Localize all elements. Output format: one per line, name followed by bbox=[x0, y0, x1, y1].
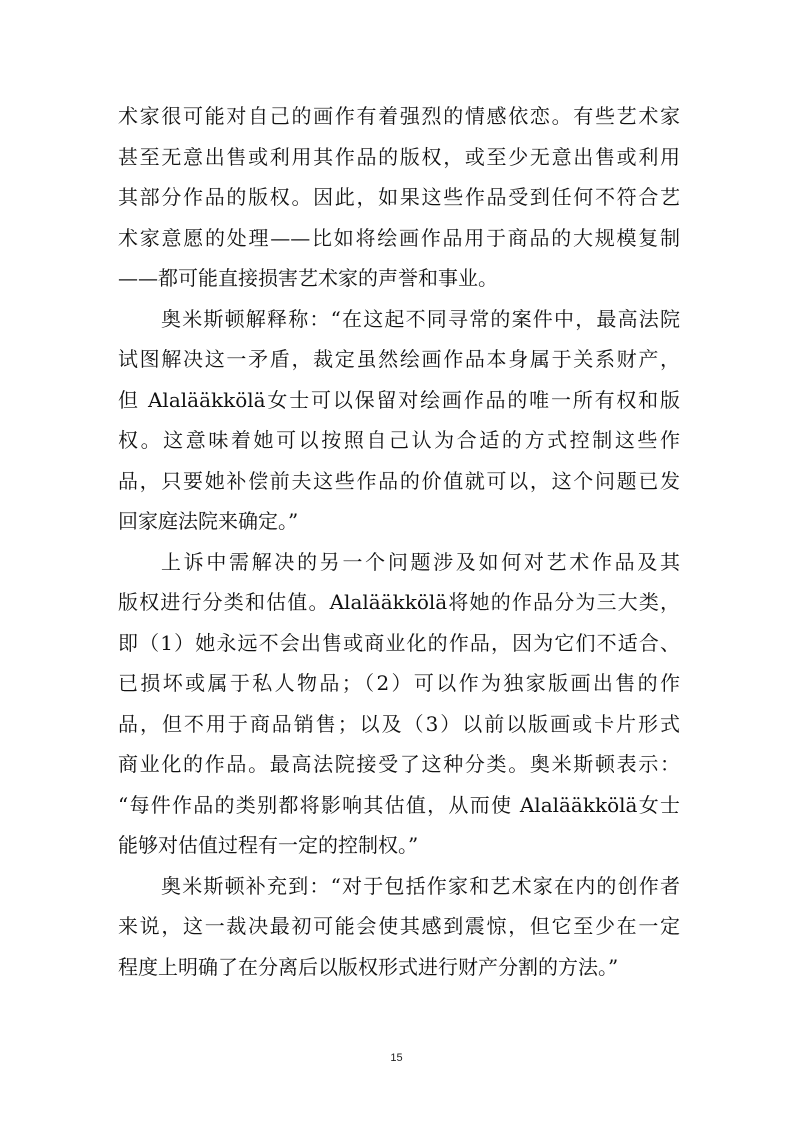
text-line: 术家很可能对自己的画作有着强烈的情感依恋。有些艺术家 bbox=[118, 104, 680, 128]
text-line: 品，但不用于商品销售；以及（3）以前以版画或卡片形式 bbox=[118, 711, 680, 736]
text-line: 甚至无意出售或利用其作品的版权，或至少无意出售或利用 bbox=[118, 144, 680, 169]
text-line: “每件作品的类别都将影响其估值，从而使 Alalääkkölä女士 bbox=[118, 792, 680, 817]
text-line: 即（1）她永远不会出售或商业化的作品，因为它们不适合、 bbox=[118, 630, 680, 655]
text-line: 试图解决这一矛盾，裁定虽然绘画作品本身属于关系财产， bbox=[118, 347, 680, 371]
text-line: 回家庭法院来确定。” bbox=[118, 509, 299, 533]
text-line: 已损坏或属于私人物品；（2）可以作为独家版画出售的作 bbox=[118, 671, 680, 695]
text-line: 其部分作品的版权。因此，如果这些作品受到任何不符合艺 bbox=[118, 185, 680, 209]
text-line: 上诉中需解决的另一个问题涉及如何对艺术作品及其 bbox=[161, 549, 680, 574]
page-number: 15 bbox=[390, 1052, 403, 1064]
body-text bbox=[118, 96, 680, 987]
text-line: 程度上明确了在分离后以版权形式进行财产分割的方法。” bbox=[118, 954, 619, 979]
paragraph-2 bbox=[118, 299, 680, 542]
text-line: 权。这意味着她可以按照自己认为合适的方式控制这些作 bbox=[118, 428, 680, 452]
paragraph-1 bbox=[118, 96, 680, 299]
text-line: 能够对估值过程有一定的控制权。” bbox=[118, 833, 419, 857]
paragraph-4 bbox=[118, 866, 680, 988]
text-line: 品，只要她补偿前夫这些作品的价值就可以，这个问题已发 bbox=[118, 468, 680, 493]
text-line: 奥米斯顿解释称：“在这起不同寻常的案件中，最高法院 bbox=[161, 306, 680, 331]
text-line: 商业化的作品。最高法院接受了这种分类。奥米斯顿表示： bbox=[118, 752, 680, 776]
text-line: 但 Alalääkkölä女士可以保留对绘画作品的唯一所有权和版 bbox=[118, 387, 680, 412]
text-line: 版权进行分类和估值。Alalääkkölä将她的作品分为三大类， bbox=[118, 590, 680, 614]
text-line: 来说，这一裁决最初可能会使其感到震惊，但它至少在一定 bbox=[118, 914, 680, 938]
text-line: 术家意愿的处理——比如将绘画作品用于商品的大规模复制 bbox=[118, 225, 680, 250]
paragraph-3 bbox=[118, 542, 680, 866]
text-line: 奥米斯顿补充到：“对于包括作家和艺术家在内的创作者 bbox=[161, 873, 680, 898]
text-line: ——都可能直接损害艺术家的声誉和事业。 bbox=[118, 266, 498, 290]
